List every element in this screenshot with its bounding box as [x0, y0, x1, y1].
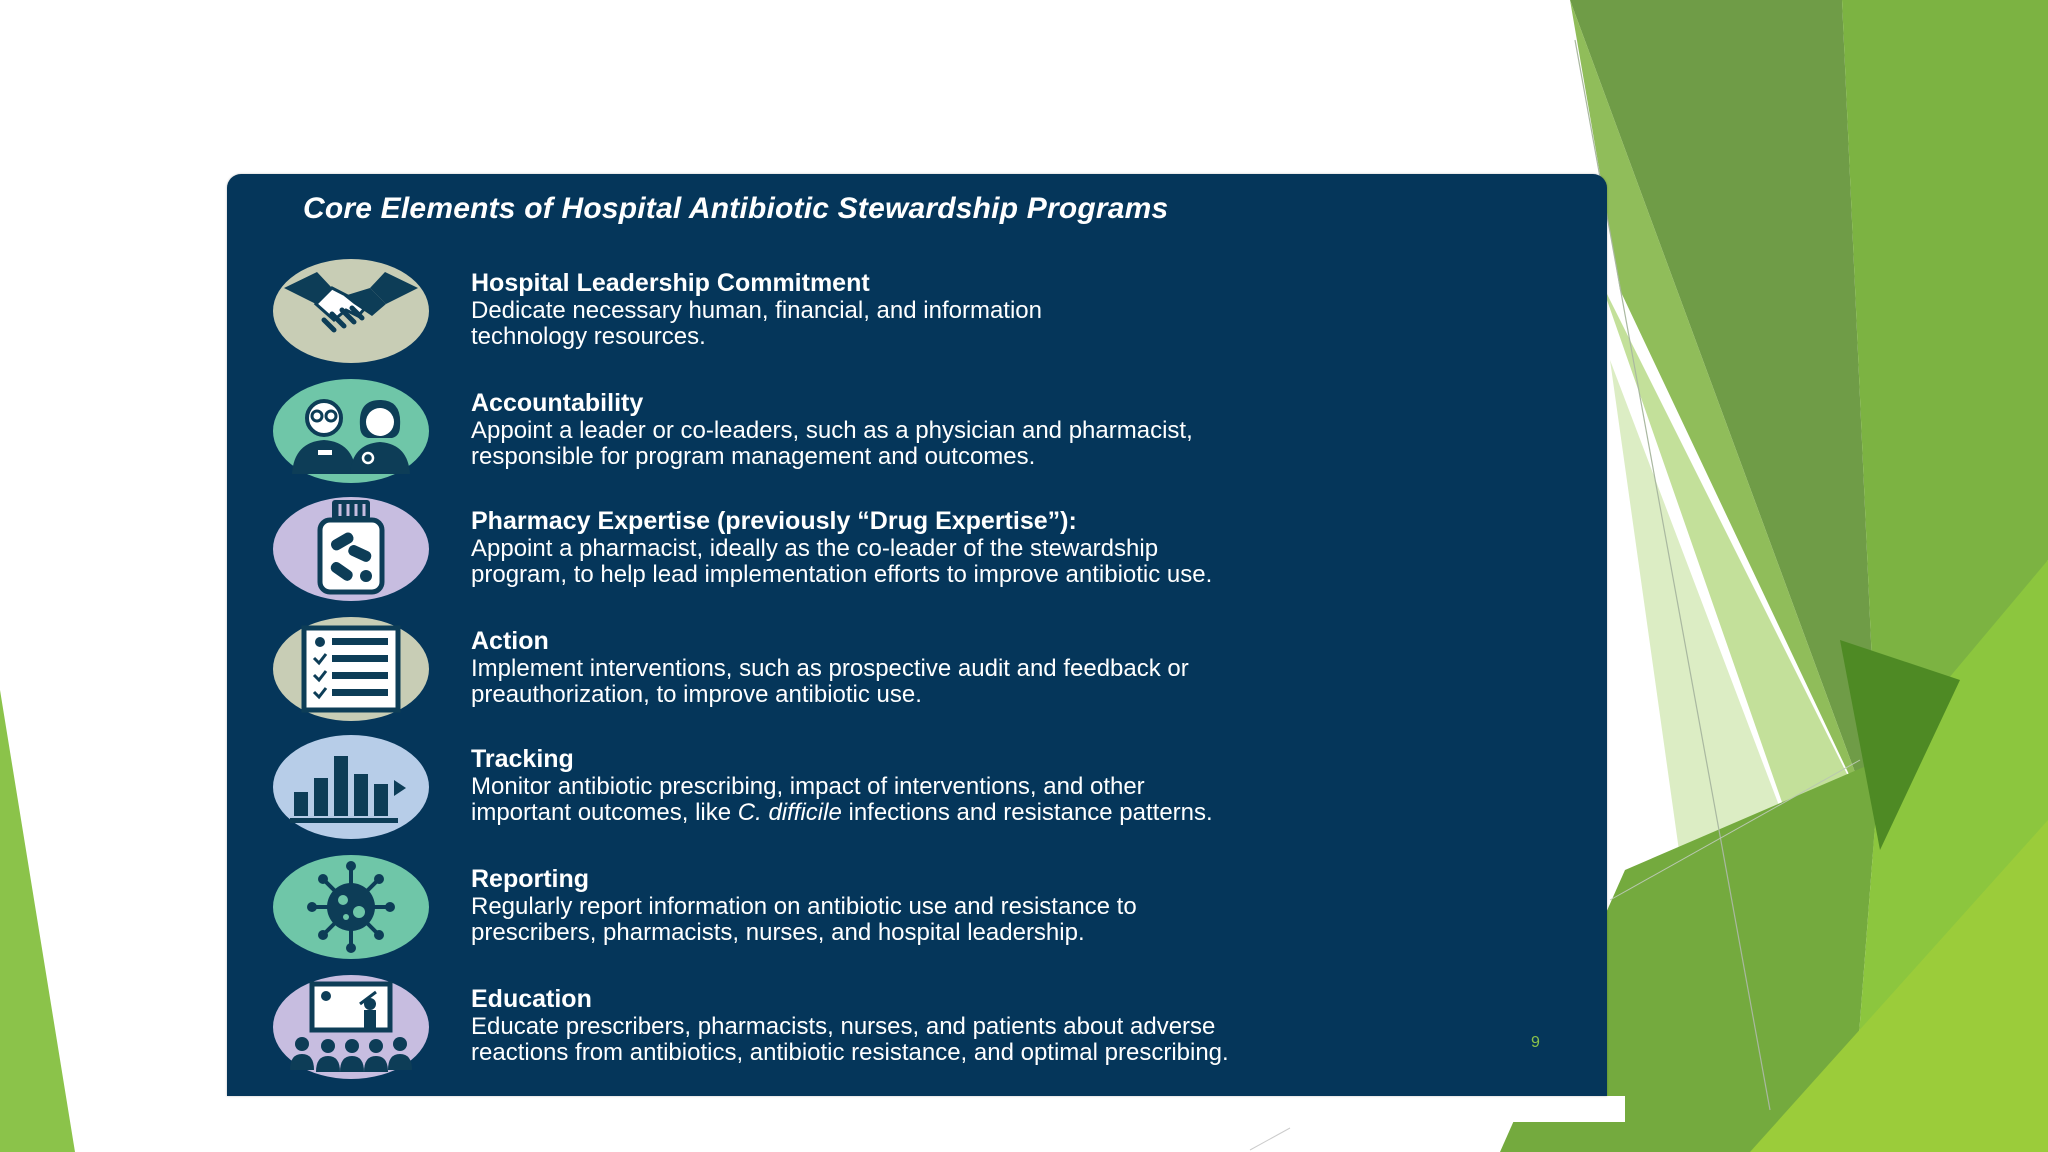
element-heading: Education [471, 985, 592, 1013]
organism-name-italic: C. difficile [737, 799, 842, 826]
element-heading: Accountability [471, 389, 644, 417]
element-description-line: program, to help lead implementation efforts to improve antibiotic use. [471, 561, 1213, 588]
action-text [471, 626, 1591, 708]
element-description-line: Implement interventions, such as prospective audit and feedback or [471, 655, 1189, 682]
tracking-text [471, 744, 1591, 826]
classroom-icon [272, 974, 430, 1080]
education-text [471, 984, 1591, 1066]
element-description-line [471, 800, 1591, 826]
element-row-reporting [272, 854, 1592, 964]
reporting-text [471, 864, 1591, 946]
element-heading: Tracking [471, 745, 574, 773]
pill-bottle-icon [272, 496, 430, 602]
accountability-text [471, 388, 1591, 470]
tracking-line-end: infections and resistance patterns. [841, 799, 1213, 826]
element-row-education [272, 974, 1592, 1084]
checklist-icon [272, 616, 430, 722]
element-row-leadership [272, 258, 1592, 368]
element-description-line: technology resources. [471, 323, 706, 350]
element-row-accountability [272, 378, 1592, 488]
element-description-line: Appoint a pharmacist, ideally as the co-leader of the stewardship [471, 535, 1159, 562]
handshake-icon [272, 258, 430, 364]
element-description-line: Monitor antibiotic prescribing, impact of interventions, and other [471, 773, 1145, 800]
bar-chart-icon [272, 734, 430, 840]
element-description-line: Educate prescribers, pharmacists, nurses, and patients about adverse [471, 1013, 1216, 1040]
microbe-icon [272, 854, 430, 960]
panel-title: Core Elements of Hospital Antibiotic Stewardship Programs [303, 192, 1169, 225]
element-heading: Pharmacy Expertise (previously “Drug Expertise”): [471, 507, 1077, 535]
element-heading: Action [471, 627, 549, 655]
element-description-line: Appoint a leader or co-leaders, such as a physician and pharmacist, [471, 417, 1193, 444]
element-description-line: prescribers, pharmacists, nurses, and hospital leadership. [471, 919, 1085, 946]
element-description-line: Dedicate necessary human, financial, and information [471, 297, 1042, 324]
physician-pharmacist-icon [272, 378, 430, 484]
pharmacy-expertise-text [471, 506, 1591, 588]
element-row-tracking [272, 734, 1592, 844]
element-description-line: responsible for program management and outcomes. [471, 443, 1036, 470]
element-heading: Reporting [471, 865, 590, 893]
slide-page-number: 9 [1531, 1034, 1540, 1051]
leadership-text [471, 268, 1591, 350]
element-description-line: reactions from antibiotics, antibiotic resistance, and optimal prescribing. [471, 1039, 1229, 1066]
element-heading: Hospital Leadership Commitment [471, 269, 870, 297]
element-description-line: Regularly report information on antibiotic use and resistance to [471, 893, 1137, 920]
core-elements-panel [227, 174, 1607, 1096]
tracking-line-start: important outcomes, like [471, 799, 738, 826]
element-description-line: preauthorization, to improve antibiotic use. [471, 681, 922, 708]
element-row-action [272, 616, 1592, 726]
element-row-pharmacy-expertise [272, 496, 1592, 606]
